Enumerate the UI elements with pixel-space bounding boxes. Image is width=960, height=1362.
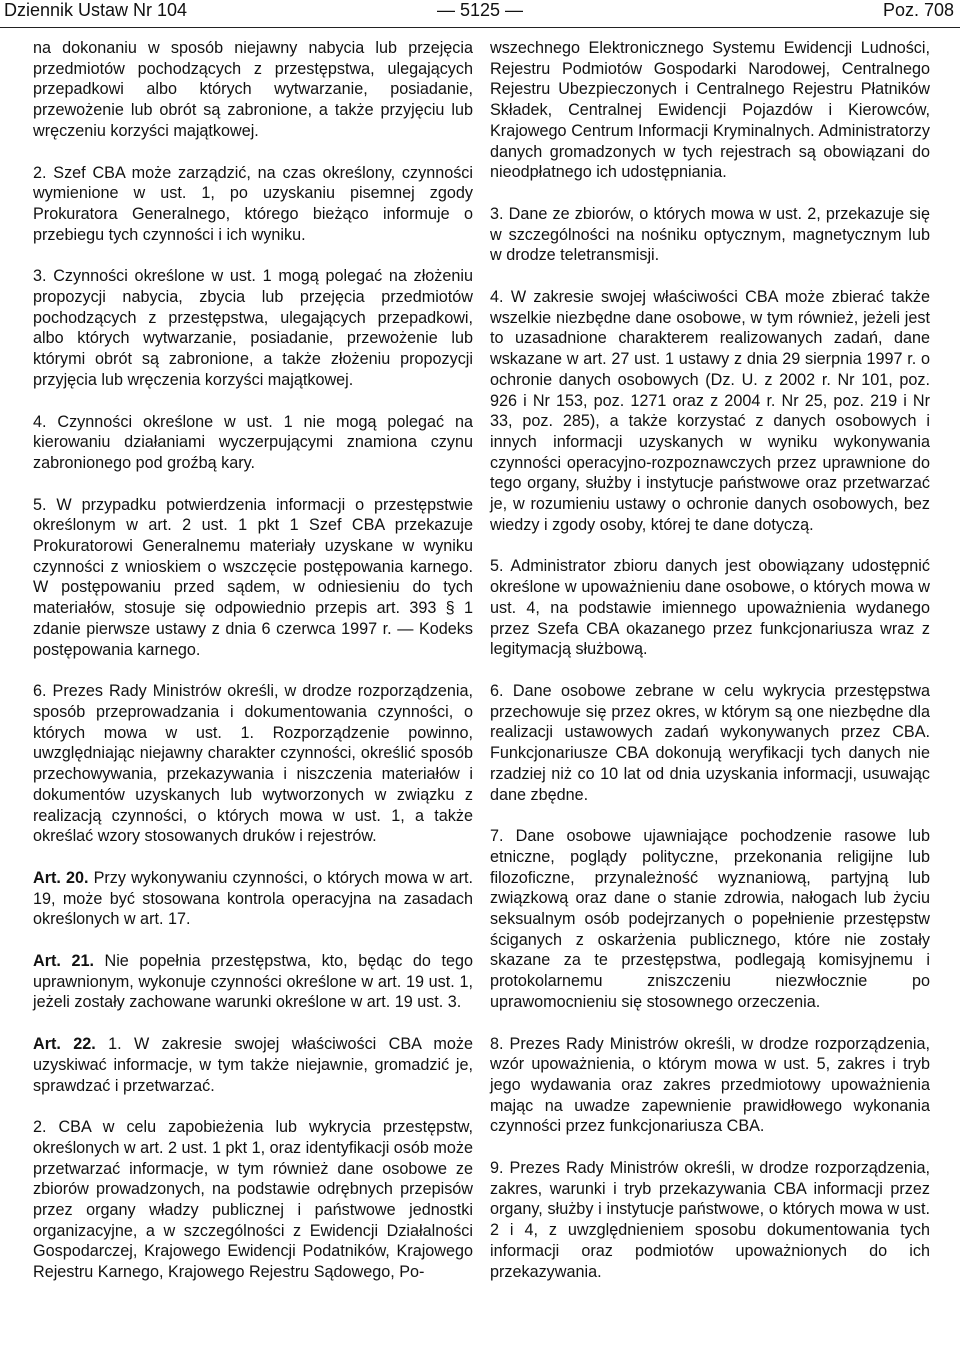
paragraph <box>490 556 930 660</box>
paragraph-text: 5. W przypadku potwierdzenia informacji o przestępstwie określonym w art. 2 ust. 1 pkt 1 Szef CBA przekazuje Prokuratorowi Generalnemu materiały uzyskane w wyniku czynności z wnioskiem o wszczęcie postępowania karnego. W postępowaniu przed sądem, w odniesieniu do tych materiałów, stosuje się odpowiednio przepis art. 393 § 1 zdanie pierwsze ustawy z dnia 6 czerwca 1997 r. — Kodeks postępowania karnego. <box>33 495 473 659</box>
paragraph-text: 4. Czynności określone w ust. 1 nie mogą polegać na kierowaniu działaniami wyczerpującymi znamiona czynu zabronionego pod groźbą kary. <box>33 412 473 472</box>
header-rule <box>0 27 960 28</box>
paragraph <box>490 681 930 805</box>
position-number: Poz. 708 <box>882 0 954 20</box>
paragraph-text: 8. Prezes Rady Ministrów określi, w drodze rozporządzenia, wzór upoważnienia, o którym mowa w ust. 5, zakres i tryb jego wydawania oraz zakres przedmiotowy upoważnienia mając na uwadze zapewnienie prawidłowego wykonania czynności przez funkcjonariusza CBA. <box>490 1034 930 1136</box>
left-column <box>33 38 473 1304</box>
paragraph-text: 3. Czynności określone w ust. 1 mogą polegać na złożeniu propozycji nabycia, zbycia lub przejęcia przedmiotów pochodzących z przestępstwa, ulegających przepadkowi, albo których wytwarzanie, posiadanie, przewożenie lub którymi obrót są zabronione, a także złożeniu propozycji przyjęcia lub wręczenia korzyści majątkowej. <box>33 267 473 389</box>
paragraph <box>33 1117 473 1283</box>
paragraph <box>33 266 473 390</box>
paragraph-text: wszechnego Elektronicznego Systemu Ewidencji Ludności, Rejestru Podmiotów Gospodarki Narodowej, Centralnego Rejestru Ubezpieczonych i Centralnego Rejestru Płatników Składek, Centralnej Ewidencji Pojazdów i Kierowców, Krajowego Centrum Informacji Kryminalnych. Administratorzy danych gromadzonych w tych rejestrach są obowiązani do nieodpłatnego ich udostępniania. <box>490 39 930 182</box>
paragraph-text: 1. W zakresie swojej właściwości CBA może uzyskiwać informacje, w tym także niejawnie, gromadzić je, sprawdzać i przetwarzać. <box>33 1035 473 1095</box>
right-column <box>490 38 930 1303</box>
paragraph <box>490 287 930 535</box>
paragraph-text: 5. Administrator zbioru danych jest obowiązany udostępnić określone w upoważnieniu dane osobowe, o których mowa w ust. 4, na podstawie imiennego upoważnienia wydanego przez Szefa CBA okazanego przez funkcjonariusza wraz z legitymacją służbową. <box>490 557 930 659</box>
paragraph <box>490 826 930 1012</box>
journal-title: Dziennik Ustaw Nr 104 <box>4 0 188 20</box>
paragraph-text: 2. Szef CBA może zarządzić, na czas określony, czynności wymienione w ust. 1, po uzyskaniu pisemnej zgody Prokuratora Generalnego, którego bieżąco informuje o przebiegu tych czynności i ich wyniku. <box>33 163 473 244</box>
paragraph-text: 2. CBA w celu zapobieżenia lub wykrycia przestępstw, określonych w art. 2 ust. 1 pkt 1, oraz identyfikacji osób może przetwarzać informacje, w tym również dane osobowe ze zbiorów prowadzonych, na podstawie odrębnych przepisów przez organy władzy publicznej i państwowe jednostki organizacyjne, a w szczególności z Ewidencji Działalności Gospodarczej, Krajowego Ewidencji Podatników, Krajowego Rejestru Karnego, Krajowego Rejestru Sądowego, Po- <box>33 1118 473 1282</box>
article-number: Art. 20. <box>33 868 89 887</box>
paragraph <box>490 204 930 266</box>
article-number: Art. 21. <box>33 952 94 971</box>
paragraph <box>33 868 473 930</box>
paragraph <box>33 1034 473 1096</box>
paragraph <box>33 412 473 474</box>
paragraph-text: 4. W zakresie swojej właściwości CBA może zbierać także wszelkie niezbędne dane osobowe, w tym również, jeżeli jest to uzasadnione charakterem realizowanych zadań, dane wskazane w art. 27 ust. 1 ustawy z dnia 29 sierpnia 1997 r. o ochronie danych osobowych (Dz. U. z 2002 r. Nr 101, poz. 926 i Nr 153, poz. 1271 oraz z 2004 r. Nr 25, poz. 219 i Nr 33, poz. 285), a także korzystać z danych osobowych i innych informacji uzyskanych w wyniku wykonywania czynności operacyjno-rozpoznawczych przez uprawnione do tego organy, służby i instytucje państwowe oraz przetwarzać je, w rozumieniu ustawy o ochronie danych osobowych, bez wiedzy i zgody osoby, której te dane dotyczą. <box>490 288 930 534</box>
page-header <box>0 0 960 34</box>
paragraph-text: Nie popełnia przestępstwa, kto, będąc do tego uprawnionym, wykonuje czynności określone w art. 19 ust. 1, jeżeli zostały zachowane warunki określone w art. 19 ust. 3. <box>33 952 473 1012</box>
paragraph <box>490 1034 930 1138</box>
article-number: Art. 22. <box>33 1035 96 1054</box>
paragraph-text: 6. Prezes Rady Ministrów określi, w drodze rozporządzenia, sposób przeprowadzania i dokumentowania czynności, o których mowa w ust. 1. Rozporządzenie powinno, uwzględniając niejawny charakter czynności, określić sposób przechowywania, przekazywania i niszczenia materiałów i dokumentów uzyskanych lub wytworzonych w związku z realizacją czynności, o których mowa w ust. 1, a także określać wzory stosowanych druków i rejestrów. <box>33 682 473 846</box>
paragraph <box>33 495 473 661</box>
paragraph-text: na dokonaniu w sposób niejawny nabycia lub przejęcia przedmiotów pochodzących z przestępstwa, ulegających przepadkowi albo których wytwarzanie, posiadanie, przewożenie lub obrót są zabronione, a także przyjęciu lub wręczeniu korzyści majątkowej. <box>33 39 473 140</box>
paragraph <box>33 163 473 246</box>
paragraph <box>490 38 930 183</box>
paragraph <box>33 951 473 1013</box>
paragraph-text: 3. Dane ze zbiorów, o których mowa w ust. 2, przekazuje się w szczególności na nośniku optycznym, magnetycznym lub w drodze teletransmisji. <box>490 204 930 265</box>
page-number: — 5125 — <box>436 0 524 20</box>
paragraph-text: 9. Prezes Rady Ministrów określi, w drodze rozporządzenia, zakres, warunki i tryb przekazywania CBA informacji przez organy, służby i instytucje państwowe, o których mowa w ust. 2 i 4, z uwzględnieniem sposobu dokumentowania tych informacji oraz podmiotów upoważnionych do ich przekazywania. <box>490 1159 930 1281</box>
paragraph <box>33 681 473 847</box>
paragraph <box>490 1158 930 1282</box>
paragraph-text: 6. Dane osobowe zebrane w celu wykrycia przestępstwa przechowuje się przez okres, w którym są one niezbędne dla realizacji ustawowych zadań wykonywanych przez CBA. Funkcjonariusze CBA dokonują weryfikacji tych danych nie rzadziej niż co 10 lat od dnia uzyskania informacji, usuwając dane zbędne. <box>490 681 930 804</box>
paragraph-text: 7. Dane osobowe ujawniające pochodzenie rasowe lub etniczne, poglądy polityczne, przekonania religijne lub filozoficzne, przynależność wyznaniową, partyjną lub związkową oraz dane o stanie zdrowia, nałogach lub życiu seksualnym osób podejrzanych o popełnienie przestępstw ściganych z oskarżenia publicznego, które nie zostały skazane za te przestępstwa, podlegają komisyjnemu i protokolarnemu zniszczeniu niezwłocznie po uprawomocnieniu się stosownego orzeczenia. <box>490 827 930 1011</box>
paragraph-text: Przy wykonywaniu czynności, o których mowa w art. 19, może być stosowana kontrola operacyjna na zasadach określonych w art. 17. <box>33 868 473 929</box>
paragraph <box>33 38 473 142</box>
